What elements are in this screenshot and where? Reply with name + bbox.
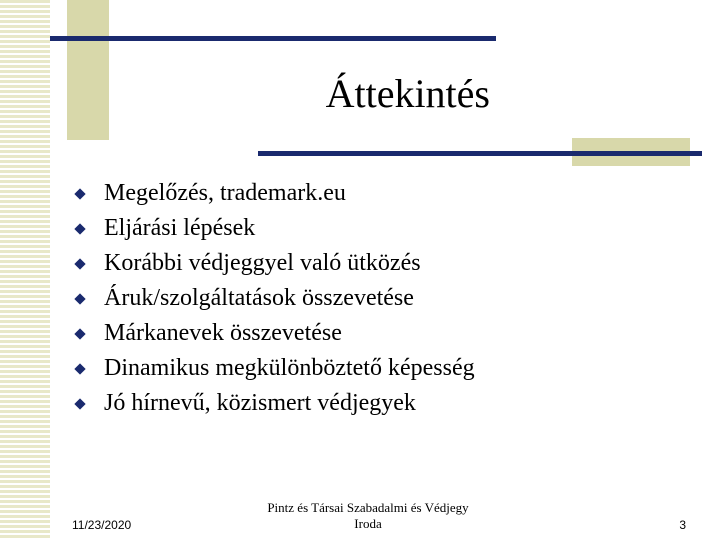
bullet-text: Áruk/szolgáltatások összevetése xyxy=(104,285,414,311)
footer-organization-line1: Pintz és Társai Szabadalmi és Védjegy xyxy=(267,500,469,515)
bullet-text: Márkanevek összevetése xyxy=(104,320,342,346)
decorative-block-top xyxy=(67,0,109,140)
footer-organization xyxy=(240,500,496,532)
diamond-bullet-icon xyxy=(74,398,85,409)
bullet-item xyxy=(70,316,475,351)
decorative-line-bottom xyxy=(258,151,702,156)
diamond-bullet-icon xyxy=(74,258,85,269)
page-number: 3 xyxy=(679,518,686,532)
bullet-item xyxy=(70,351,475,386)
bullet-text: Jó hírnevű, közismert védjegyek xyxy=(104,390,416,416)
diamond-bullet-icon xyxy=(74,363,85,374)
decorative-line-top xyxy=(50,36,496,41)
bullet-item xyxy=(70,386,475,421)
diamond-bullet-icon xyxy=(74,293,85,304)
bullet-item xyxy=(70,246,475,281)
slide-title: Áttekintés xyxy=(325,71,490,116)
bullet-text: Korábbi védjeggyel való ütközés xyxy=(104,250,421,276)
bullet-text: Dinamikus megkülönböztető képesség xyxy=(104,355,475,381)
diamond-bullet-icon xyxy=(74,188,85,199)
diamond-bullet-icon xyxy=(74,328,85,339)
bullet-text: Eljárási lépések xyxy=(104,215,256,241)
diamond-bullet-icon xyxy=(74,223,85,234)
footer-organization-line2: Iroda xyxy=(354,516,382,531)
bullet-list xyxy=(70,176,475,421)
bullet-text: Megelőzés, trademark.eu xyxy=(104,180,346,206)
bullet-item xyxy=(70,176,475,211)
bullet-item xyxy=(70,211,475,246)
decorative-stripes xyxy=(0,0,50,540)
bullet-item xyxy=(70,281,475,316)
footer-date: 11/23/2020 xyxy=(72,518,132,532)
